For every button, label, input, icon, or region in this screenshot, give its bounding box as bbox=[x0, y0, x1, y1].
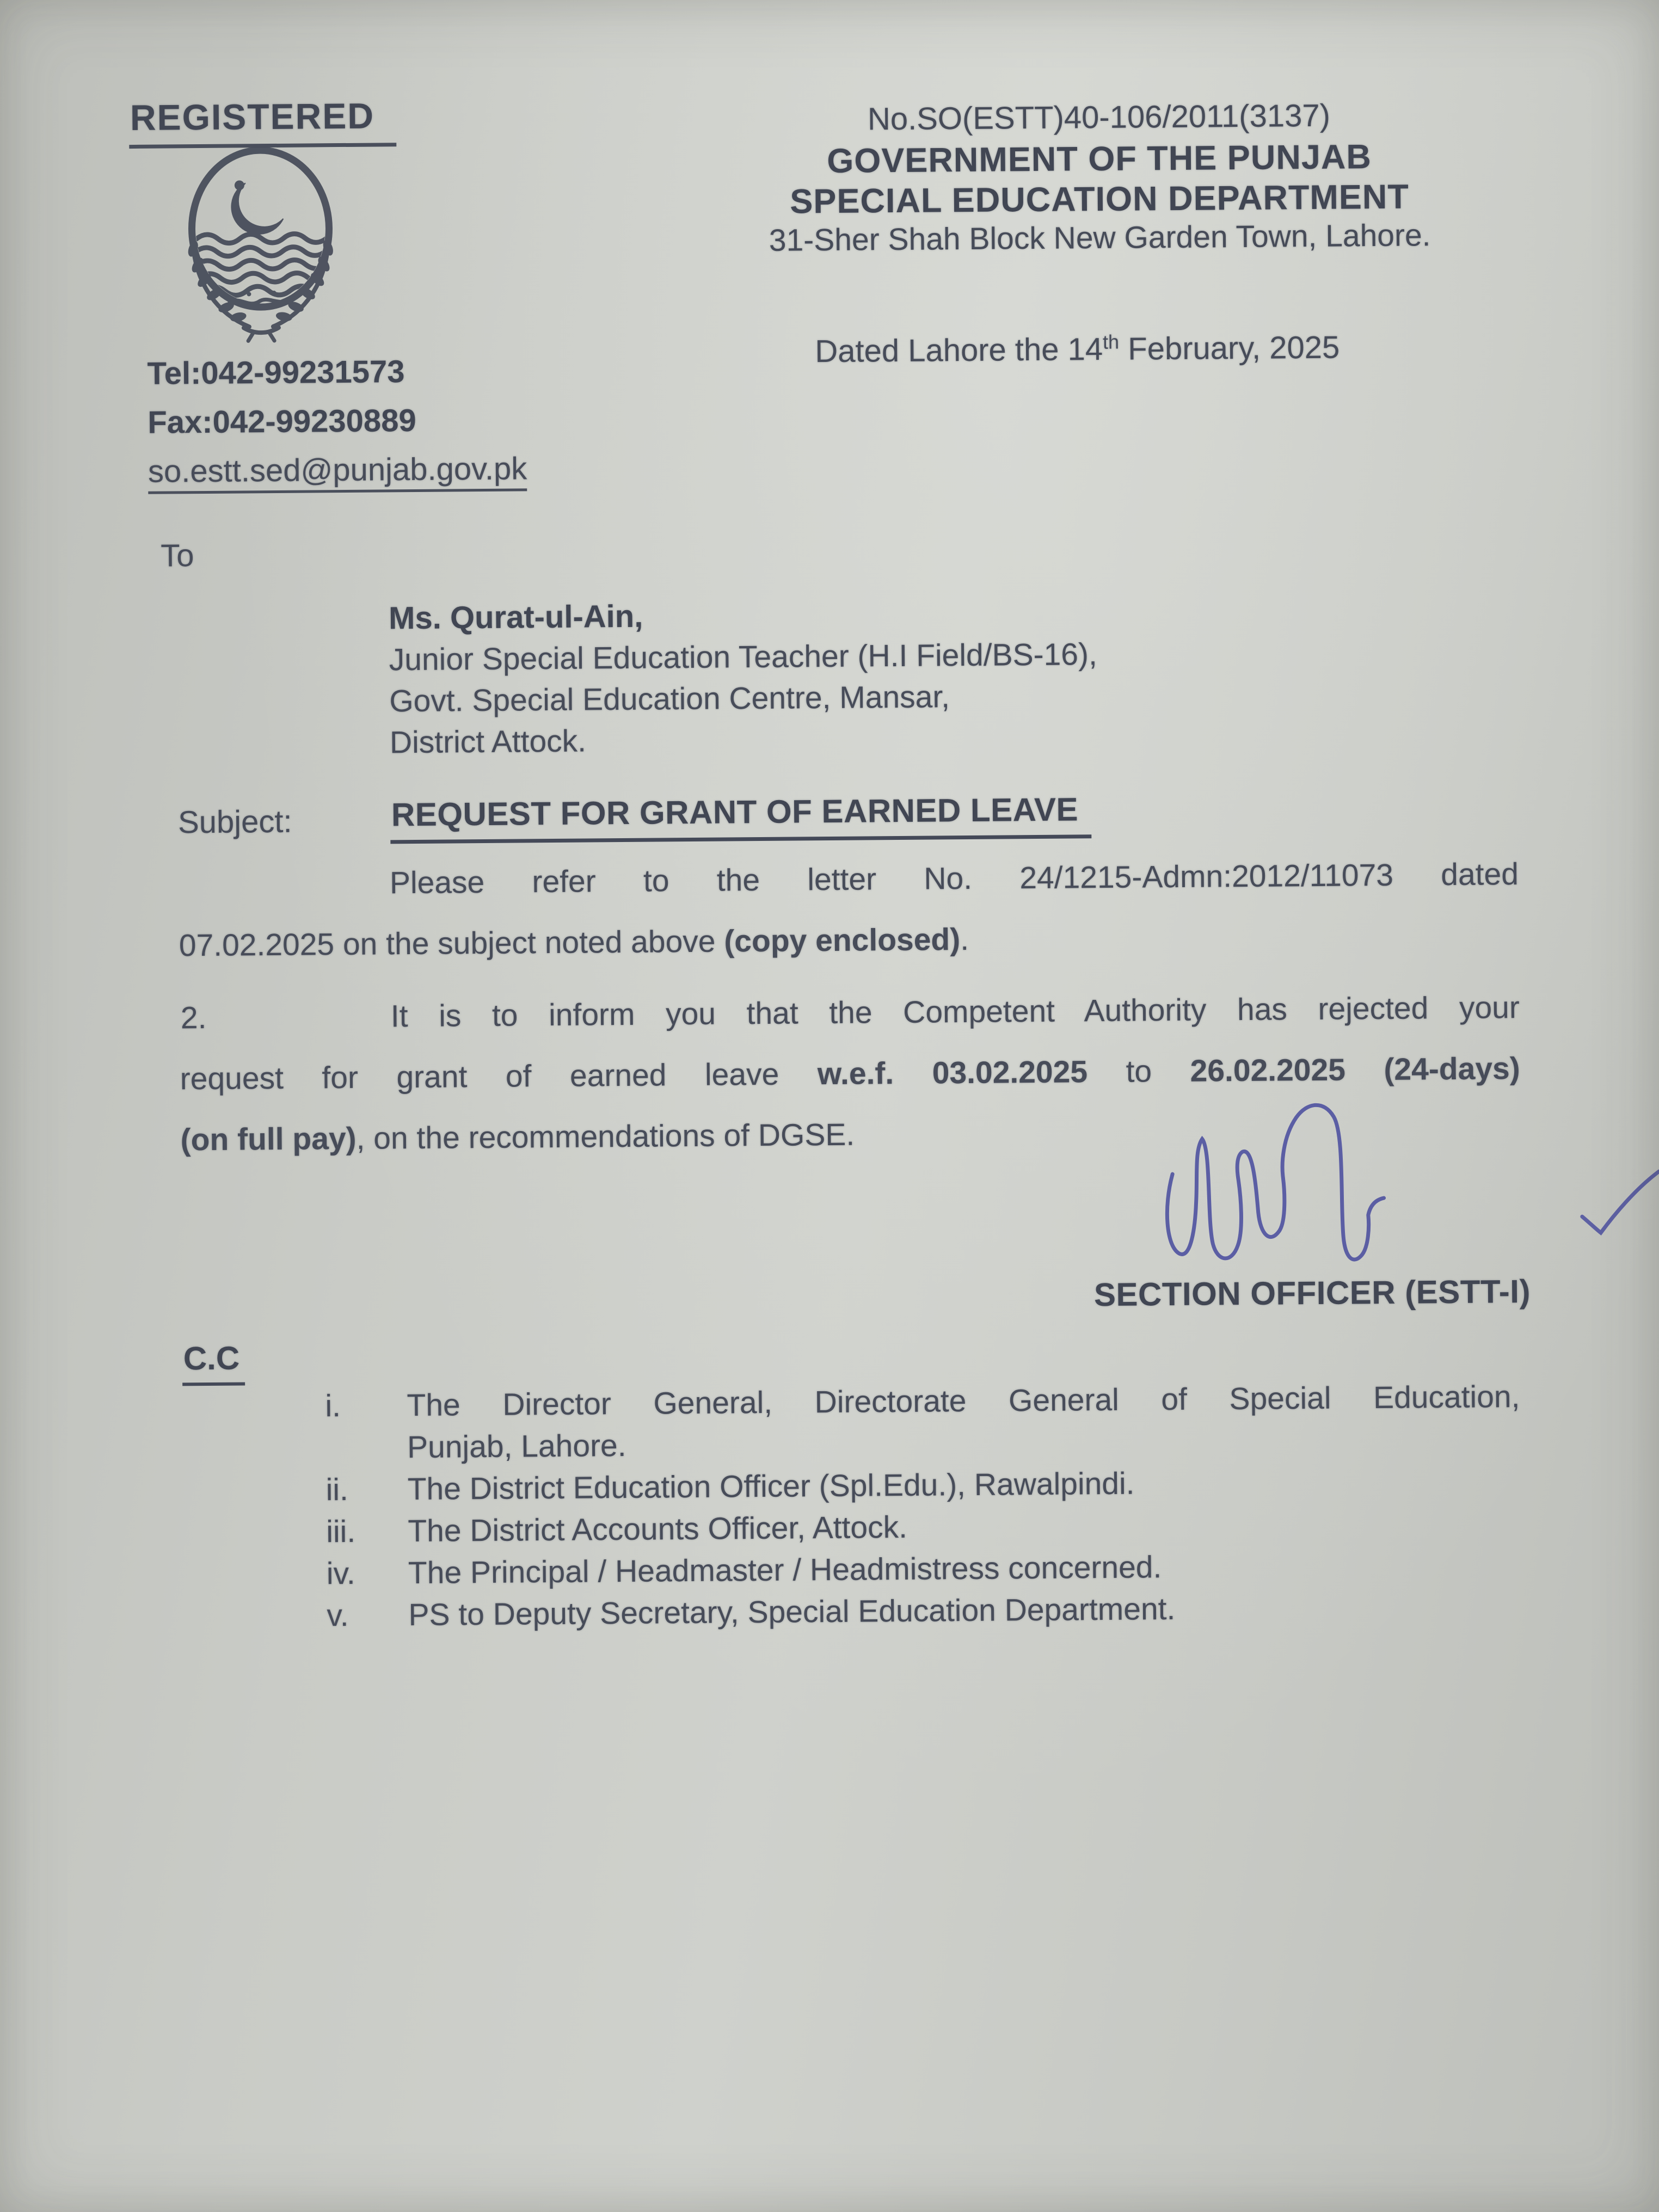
addressee-name: Ms. Qurat-ul-Ain, bbox=[388, 598, 643, 636]
to-label: To bbox=[160, 538, 194, 574]
punjab-government-emblem-icon bbox=[156, 146, 365, 347]
paragraph-2-line-2: request for grant of earned leave w.e.f. 03.02.2025 to 26.02.2025 (24-days) bbox=[180, 1051, 1520, 1097]
ink-checkmark bbox=[1574, 1164, 1659, 1259]
cc-item-1 bbox=[182, 1376, 1523, 1470]
cc-label: C.C bbox=[182, 1339, 245, 1386]
department-line: SPECIAL EDUCATION DEPARTMENT bbox=[790, 177, 1410, 221]
government-line: GOVERNMENT OF THE PUNJAB bbox=[827, 138, 1372, 180]
paragraph-1-line-1: Please refer to the letter No. 24/1215-Admn:2012/11073 dated bbox=[389, 857, 1519, 901]
date-suffix: February, 2025 bbox=[1119, 329, 1340, 367]
end-date-emphasis: 26.02.2025 (24-days) bbox=[1190, 1051, 1520, 1089]
signatory-title: SECTION OFFICER (ESTT-I) bbox=[1093, 1273, 1531, 1313]
email-address: so.estt.sed@punjab.gov.pk bbox=[148, 444, 527, 496]
cc-item-5-numeral: v. bbox=[327, 1597, 349, 1633]
addressee-district: District Attock. bbox=[389, 723, 587, 760]
paragraph-1-line-2: 07.02.2025 on the subject noted above (copy enclosed). bbox=[179, 921, 969, 963]
wef-date-emphasis: w.e.f. 03.02.2025 bbox=[817, 1054, 1088, 1092]
addressee-institution: Govt. Special Education Centre, Mansar, bbox=[389, 679, 950, 719]
subject-label: Subject: bbox=[177, 803, 292, 840]
paragraph-2-line-1: It is to inform you that the Competent Authority has rejected your bbox=[390, 990, 1520, 1034]
letterhead-block bbox=[718, 96, 1481, 263]
subject-title: REQUEST FOR GRANT OF EARNED LEAVE bbox=[390, 790, 1092, 844]
addressee-designation: Junior Special Education Teacher (H.I Field/BS-16), bbox=[389, 637, 1098, 678]
cc-item-2-text: The District Education Officer (Spl.Edu.), Rawalpindi. bbox=[407, 1466, 1135, 1507]
cc-item-4-numeral: iv. bbox=[326, 1556, 355, 1592]
cc-item-3-text: The District Accounts Officer, Attock. bbox=[408, 1509, 908, 1549]
copy-enclosed-emphasis: (copy enclosed) bbox=[724, 922, 961, 959]
date-line bbox=[815, 329, 1340, 370]
cc-list bbox=[182, 1376, 1525, 1638]
paragraph-1 bbox=[179, 844, 1520, 976]
cc-item-3-numeral: iii. bbox=[326, 1514, 356, 1550]
registered-label: REGISTERED bbox=[129, 95, 397, 149]
addressee-block bbox=[389, 592, 1098, 763]
reference-number: No.SO(ESTT)40-106/2011(3137) bbox=[867, 97, 1331, 137]
cc-item-4-text: The Principal / Headmaster / Headmistress concerned. bbox=[408, 1550, 1162, 1591]
cc-item-1-numeral: i. bbox=[325, 1388, 341, 1424]
handwritten-signature-ink bbox=[1120, 1090, 1448, 1292]
paragraph-2-line-3: (on full pay), on the recommendations of DGSE. bbox=[180, 1117, 855, 1158]
paragraph-2-number: 2. bbox=[180, 1000, 207, 1036]
date-ordinal: th bbox=[1102, 330, 1120, 353]
cc-item-2-numeral: ii. bbox=[325, 1472, 349, 1508]
contact-block bbox=[147, 346, 527, 496]
department-address: 31-Sher Shah Block New Garden Town, Lahore. bbox=[769, 218, 1431, 258]
date-prefix: Dated Lahore the 14 bbox=[815, 331, 1103, 370]
telephone-number: Tel:042-99231573 bbox=[147, 354, 405, 391]
cc-item-5-text: PS to Deputy Secretary, Special Education Department. bbox=[408, 1592, 1176, 1633]
on-full-pay-emphasis: (on full pay) bbox=[180, 1121, 357, 1158]
cc-item-1-text: The Director General, Directorate General of Special Education, Punjab, Lahore. bbox=[407, 1379, 1520, 1465]
fax-number: Fax:042-99230889 bbox=[148, 402, 416, 440]
